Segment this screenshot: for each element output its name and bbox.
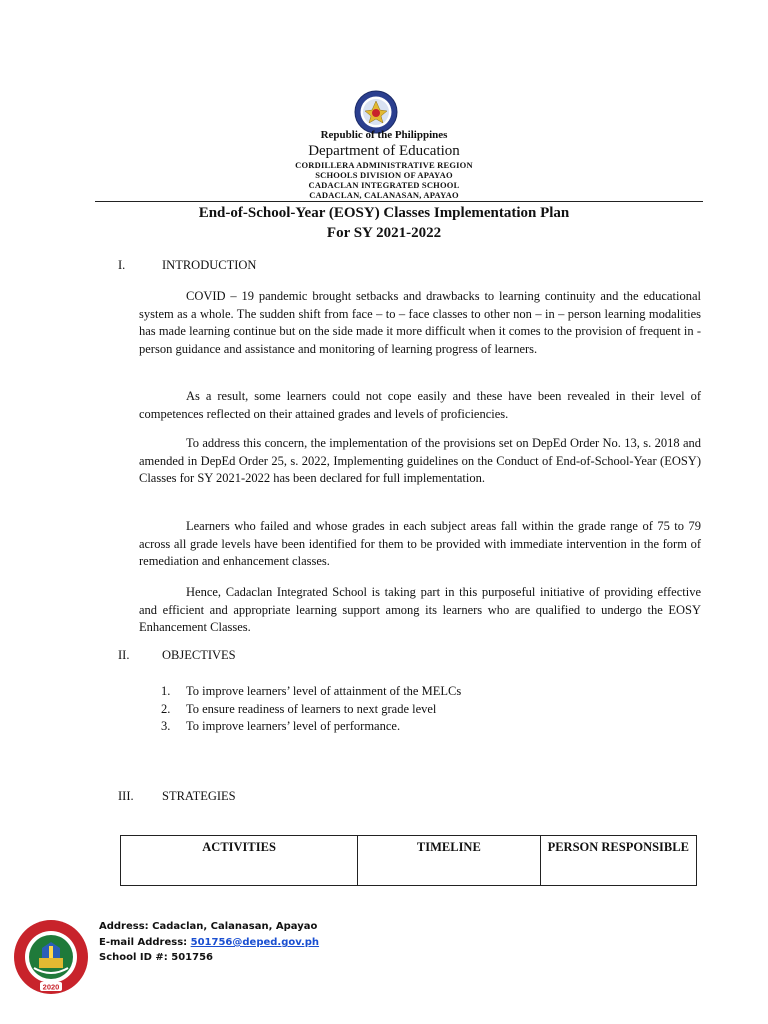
table-header-activities: ACTIVITIES <box>121 836 358 885</box>
footer-school-id: School ID #: 501756 <box>99 952 214 963</box>
logo-year: 2020 <box>42 982 60 992</box>
section-strategies <box>118 789 236 804</box>
footer-email-label: E-mail Address: <box>99 937 191 948</box>
objective-item <box>161 683 461 701</box>
email-link[interactable]: 501756@deped.gov.ph <box>190 937 320 948</box>
header-region: CORDILLERA ADMINISTRATIVE REGION <box>295 160 473 170</box>
section-introduction <box>118 258 256 273</box>
list-number: 3. <box>161 719 171 733</box>
header-division: SCHOOLS DIVISION OF APAYAO <box>315 170 453 180</box>
school-logo-icon <box>12 918 90 996</box>
header-location: CADACLAN, CALANASAN, APAYAO <box>309 190 459 200</box>
document-subtitle: For SY 2021-2022 <box>326 225 442 241</box>
section-number: III. <box>118 789 134 803</box>
list-number: 2. <box>161 702 171 716</box>
section-heading: INTRODUCTION <box>162 258 257 272</box>
list-number: 1. <box>161 684 171 698</box>
deped-seal-icon <box>354 90 398 134</box>
objective-item <box>161 718 400 736</box>
header-divider <box>95 201 703 202</box>
footer-address: Address: Cadaclan, Calanasan, Apayao <box>99 921 318 932</box>
objective-item <box>161 701 436 719</box>
section-heading: STRATEGIES <box>162 789 236 803</box>
paragraph: As a result, some learners could not cope easily and these have been revealed in their level of competences reflected on their attained grades and levels of proficiencies. <box>139 389 701 421</box>
document-title: End-of-School-Year (EOSY) Classes Implementation Plan <box>198 205 570 221</box>
section-number: II. <box>118 648 130 662</box>
header-republic: Republic of the Philippines <box>320 129 448 141</box>
objective-text: To improve learners’ level of attainment of the MELCs <box>186 684 462 698</box>
objective-text: To improve learners’ level of performance. <box>186 719 401 733</box>
footer-email <box>99 937 319 948</box>
table-header-person-responsible: PERSON RESPONSIBLE <box>547 840 689 854</box>
objective-text: To ensure readiness of learners to next grade level <box>186 702 437 716</box>
header-department: Department of Education <box>308 143 460 159</box>
paragraph: COVID – 19 pandemic brought setbacks and drawbacks to learning continuity and the educational system as a whole. The sudden shift from face – to – face classes to other non – in – person learning modalities has made learning continue but on the side made it more difficult when it comes to the provision of frequent in - person guidance and assistance and monitoring of learning progress of learners. <box>139 289 701 356</box>
paragraph: Hence, Cadaclan Integrated School is taking part in this purposeful initiative of providing effective and efficient and appropriate learning support among its learners who are qualified to undergo the EOSY Enhancement Classes. <box>139 585 701 634</box>
paragraph: Learners who failed and whose grades in each subject areas fall within the grade range of 75 to 79 across all grade levels have been identified for them to be provided with immediate intervention in the form of remediation and enhancement classes. <box>139 519 701 568</box>
section-number: I. <box>118 258 126 272</box>
table-header-timeline: TIMELINE <box>358 836 540 885</box>
paragraph: To address this concern, the implementation of the provisions set on DepEd Order No. 13, s. 2018 and amended in DepEd Order 25, s. 2022, Implementing guidelines on the Conduct of End-of-School-Year (EOSY) Classes for SY 2021-2022 has been declared for full implementation. <box>139 436 701 485</box>
section-objectives <box>118 648 236 663</box>
section-heading: OBJECTIVES <box>162 648 236 662</box>
header-school: CADACLAN INTEGRATED SCHOOL <box>308 180 460 190</box>
strategies-table <box>120 835 697 886</box>
